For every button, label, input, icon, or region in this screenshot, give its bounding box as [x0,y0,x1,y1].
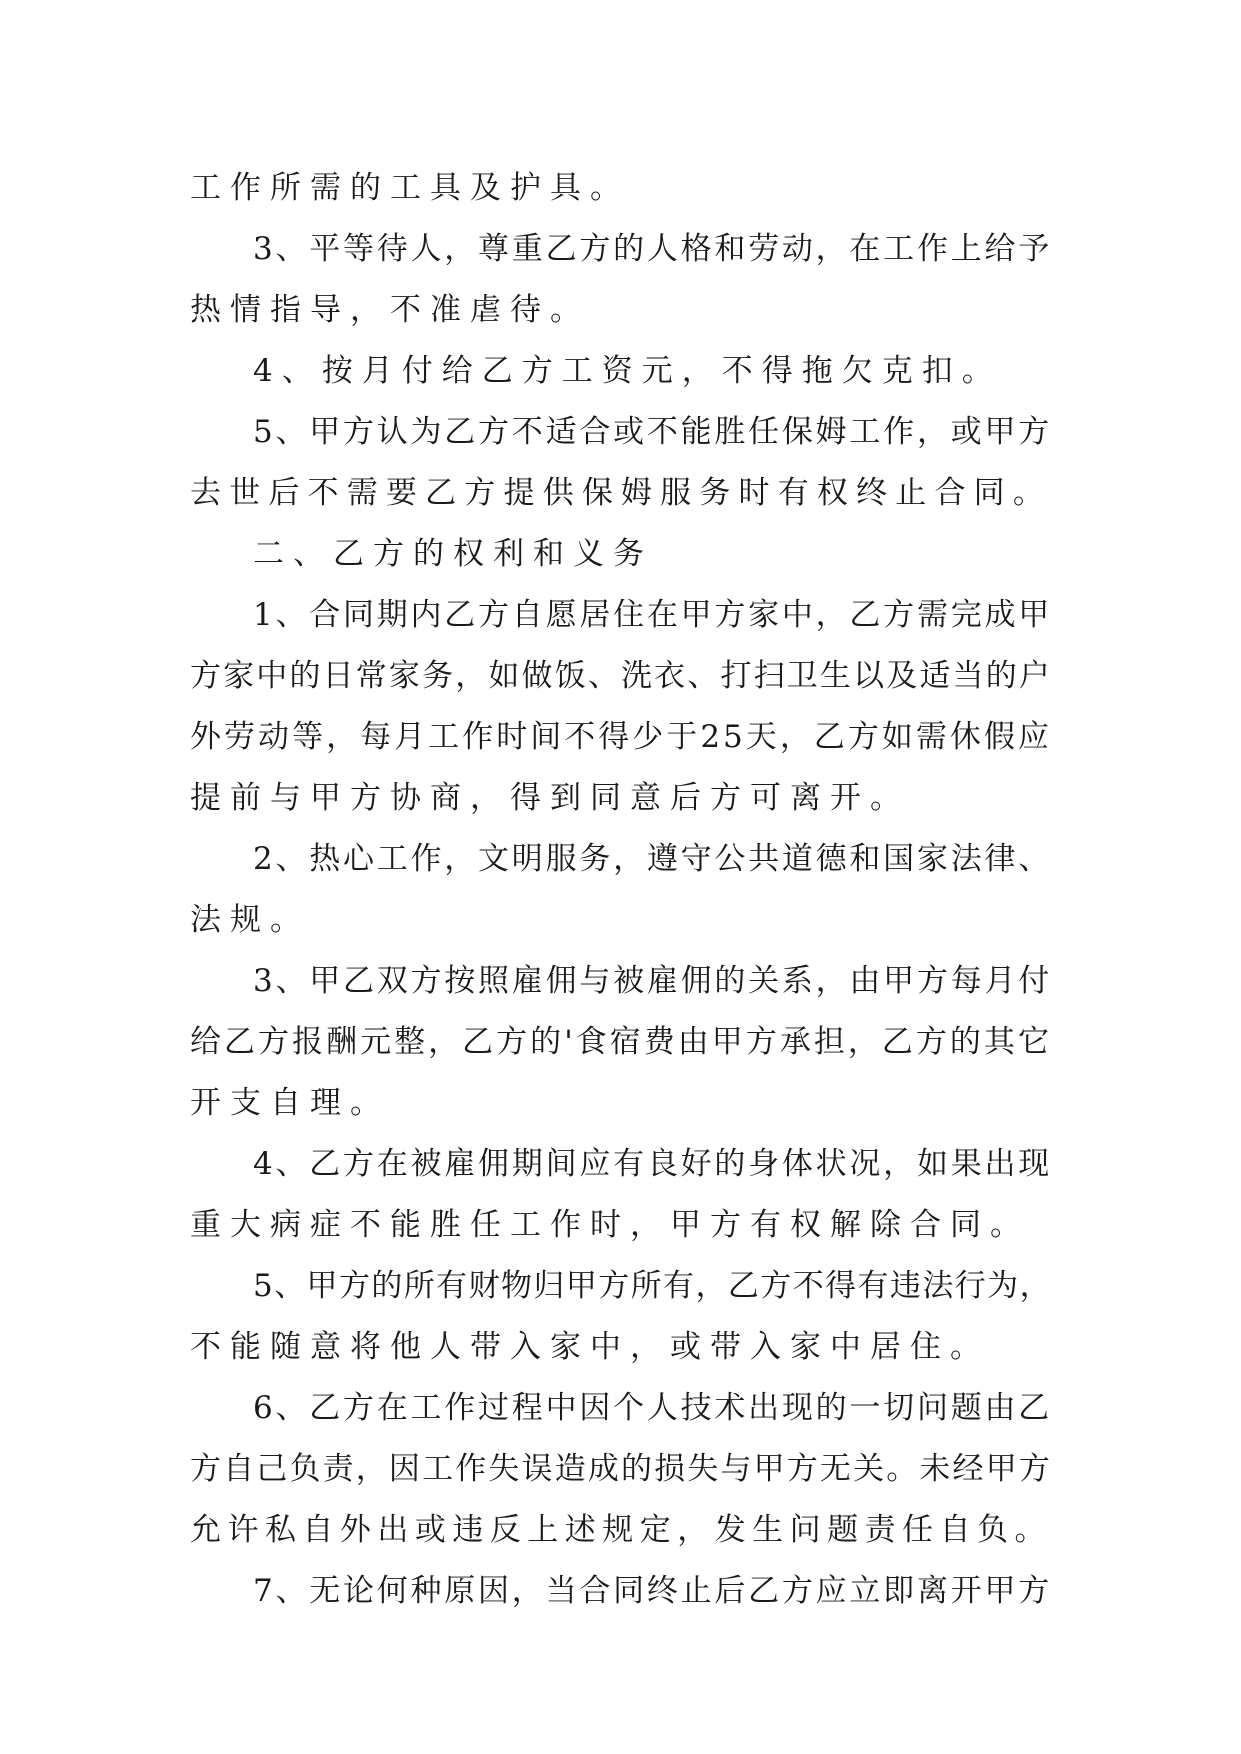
paragraph-line: 3、平等待人，尊重乙方的人格和劳动，在工作上给予 [253,231,1052,267]
section-heading: 二、乙方的权利和义务 [253,536,653,572]
paragraph-line: 工作所需的工具及护具。 [190,170,630,206]
paragraph-line: 外劳动等，每月工作时间不得少于25天，乙方如需休假应 [190,719,1052,755]
paragraph-line: 2、热心工作，文明服务，遵守公共道德和国家法律、 [253,841,1052,877]
paragraph-line: 3、甲乙双方按照雇佣与被雇佣的关系，由甲方每月付 [253,963,1052,999]
paragraph-line: 方自己负责，因工作失误造成的损失与甲方无关。未经甲方 [190,1451,1052,1487]
paragraph-line: 5、甲方认为乙方不适合或不能胜任保姆工作，或甲方 [253,414,1052,450]
paragraph-line: 方家中的日常家务，如做饭、洗衣、打扫卫生以及适当的户 [190,658,1052,694]
paragraph-line: 允许私自外出或违反上述规定，发生问题责任自负。 [190,1512,1052,1548]
paragraph-line: 开支自理。 [190,1085,390,1121]
paragraph-line: 4、按月付给乙方工资元，不得拖欠克扣。 [253,353,1002,389]
paragraph-line: 去世后不需要乙方提供保姆服务时有权终止合同。 [190,475,1052,511]
paragraph-line: 不能随意将他人带入家中，或带入家中居住。 [190,1329,990,1365]
paragraph-line: 6、乙方在工作过程中因个人技术出现的一切问题由乙 [253,1390,1052,1426]
paragraph-line: 4、乙方在被雇佣期间应有良好的身体状况，如果出现 [253,1146,1052,1182]
paragraph-line: 重大病症不能胜任工作时，甲方有权解除合同。 [190,1207,1030,1243]
paragraph-line: 给乙方报酬元整，乙方的'食宿费由甲方承担，乙方的其它 [190,1024,1052,1060]
paragraph-line: 热情指导，不准虐待。 [190,292,590,328]
document-body [190,158,1052,1622]
paragraph-line: 5、甲方的所有财物归甲方所有，乙方不得有违法行为， [253,1268,1052,1304]
paragraph-line: 法规。 [190,902,310,938]
paragraph-line: 1、合同期内乙方自愿居住在甲方家中，乙方需完成甲 [253,597,1052,633]
paragraph-line: 7、无论何种原因，当合同终止后乙方应立即离开甲方 [253,1573,1052,1609]
paragraph-line: 提前与甲方协商，得到同意后方可离开。 [190,780,910,816]
